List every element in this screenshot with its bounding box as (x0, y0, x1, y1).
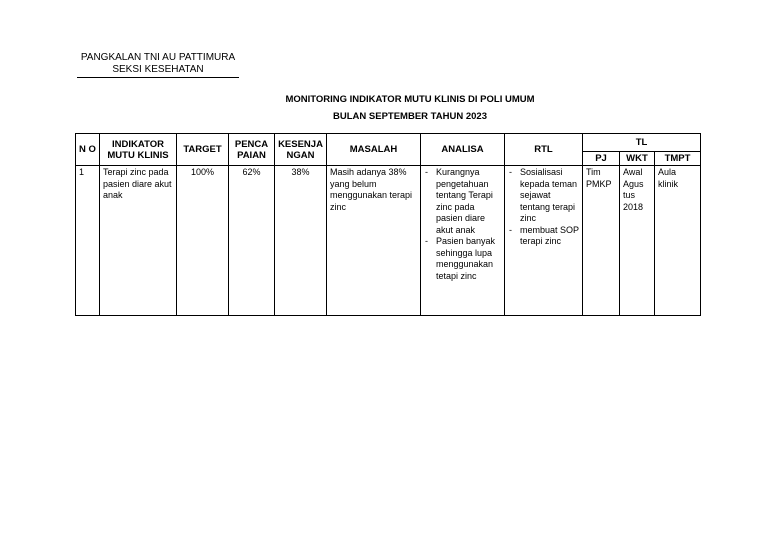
org-name: PANGKALAN TNI AU PATTIMURA (80, 52, 236, 63)
cell-target: 100% (177, 166, 229, 316)
col-header-pj: PJ (583, 152, 620, 166)
table-row (76, 166, 701, 316)
col-header-tmpt: TMPT (655, 152, 701, 166)
col-header-tl: TL (583, 134, 701, 152)
cell-rtl (505, 166, 583, 316)
cell-wkt: Awal Agus tus 2018 (620, 166, 655, 316)
cell-pj: Tim PMKP (583, 166, 620, 316)
document-title: MONITORING INDIKATOR MUTU KLINIS DI POLI UMUM (285, 94, 535, 105)
col-header-no: N O (76, 134, 100, 166)
cell-analisa (421, 166, 505, 316)
cell-no: 1 (76, 166, 100, 316)
analisa-item: - Kurangnya pengetahuan tentang Terapi zinc pada pasien diare akut anak (436, 167, 501, 236)
cell-masalah: Masih adanya 38% yang belum menggunakan terapi zinc (327, 166, 421, 316)
col-header-pencapaian: PENCA PAIAN (229, 134, 275, 166)
col-header-indikator: INDIKATOR MUTU KLINIS (100, 134, 177, 166)
col-header-masalah: MASALAH (327, 134, 421, 166)
rtl-item: - Sosialisasi kepada teman sejawat tentang terapi zinc (520, 167, 579, 225)
col-header-rtl: RTL (505, 134, 583, 166)
header-row (76, 134, 701, 152)
rtl-item: - membuat SOP terapi zinc (520, 225, 579, 248)
col-header-kesenjangan: KESENJA NGAN (275, 134, 327, 166)
col-header-wkt: WKT (620, 152, 655, 166)
monitoring-table (75, 133, 701, 316)
cell-pencapaian: 62% (229, 166, 275, 316)
cell-kesenjangan: 38% (275, 166, 327, 316)
cell-tmpt: Aula klinik (655, 166, 701, 316)
cell-indikator: Terapi zinc pada pasien diare akut anak (100, 166, 177, 316)
col-header-target: TARGET (177, 134, 229, 166)
org-section: SEKSI KESEHATAN (77, 64, 239, 78)
document-subtitle: BULAN SEPTEMBER TAHUN 2023 (333, 111, 487, 122)
analisa-item: - Pasien banyak sehingga lupa menggunakan tetapi zinc (436, 236, 501, 282)
organization-header (77, 52, 239, 78)
col-header-analisa: ANALISA (421, 134, 505, 166)
